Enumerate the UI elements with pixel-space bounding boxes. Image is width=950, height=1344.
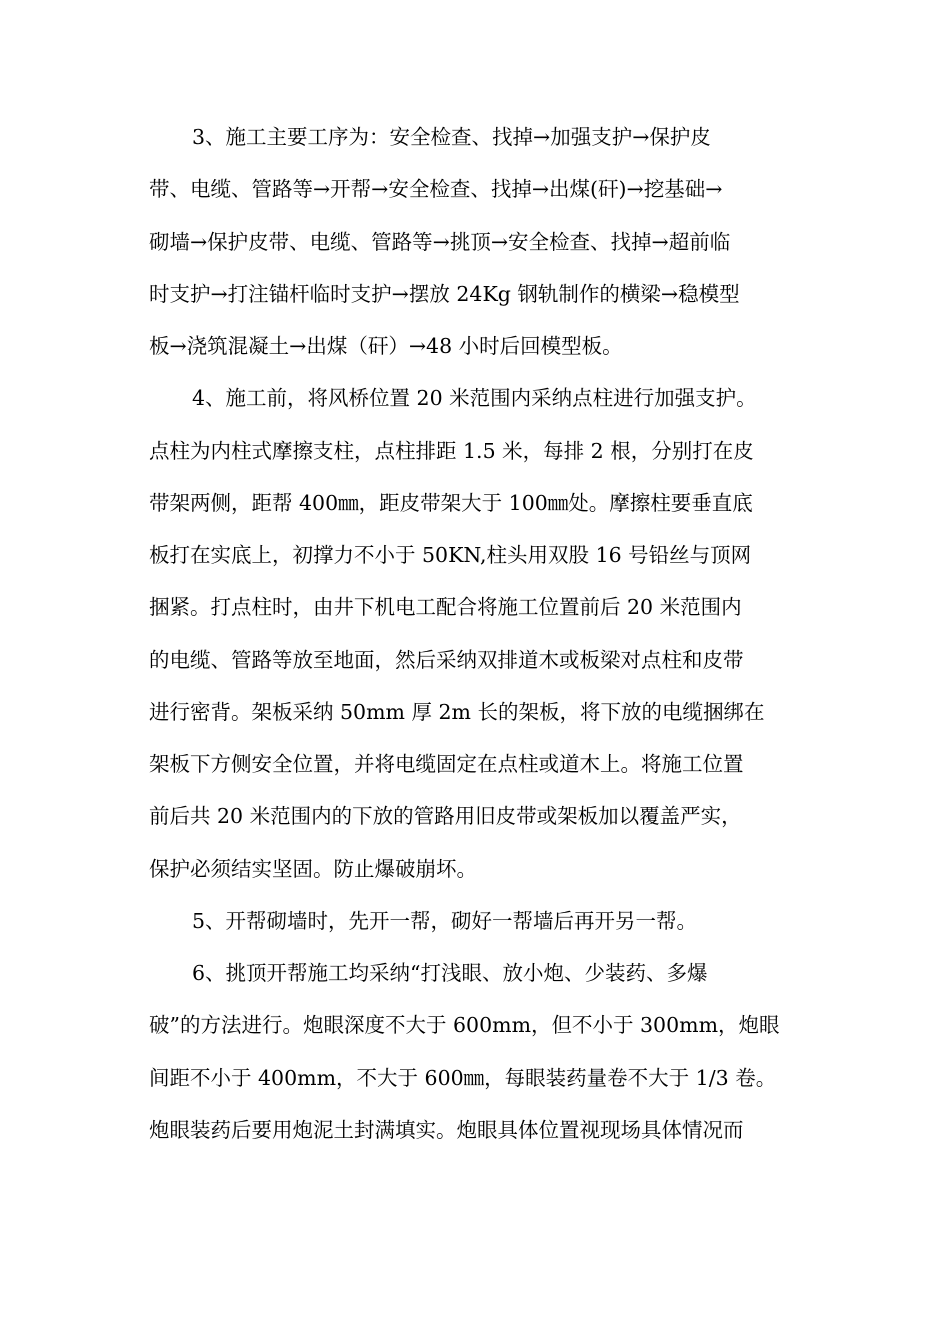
- paragraph-3-line-3: 砌墙→保护皮带、电缆、管路等→挑顶→安全检查、找掉→超前临: [149, 229, 731, 254]
- paragraph-6-line-3: 间距不小于 400mm，不大于 600㎜，每眼装药量卷不大于 1/3 卷。: [149, 1065, 777, 1090]
- paragraph-4-line-10: 保护必须结实坚固。防止爆破崩坏。: [149, 856, 477, 881]
- paragraph-4-line-2: 点柱为内柱式摩擦支柱，点柱排距 1.5 米，每排 2 根，分别打在皮: [149, 438, 754, 463]
- paragraph-5-line-1: 5、开帮砌墙时，先开一帮，砌好一帮墙后再开另一帮。: [192, 908, 698, 933]
- paragraph-6-line-2: 破”的方法进行。炮眼深度不大于 600mm，但不小于 300mm，炮眼: [149, 1013, 780, 1038]
- body-text: [149, 119, 799, 1164]
- paragraph-4-line-6: 的电缆、管路等放至地面，然后采纳双排道木或板梁对点柱和皮带: [149, 647, 744, 672]
- paragraph-4-line-5: 捆紧。打点柱时，由井下机电工配合将施工位置前后 20 米范围内: [149, 595, 742, 620]
- paragraph-3-line-1: 3、施工主要工序为：安全检查、找掉→加强支护→保护皮: [192, 125, 711, 149]
- paragraph-4-line-9: 前后共 20 米范围内的下放的管路用旧皮带或架板加以覆盖严实，: [149, 804, 742, 829]
- paragraph-4-line-7: 进行密背。架板采纳 50mm 厚 2m 长的架板，将下放的电缆捆绑在: [149, 699, 765, 724]
- paragraph-3-line-2: 带、电缆、管路等→开帮→安全检查、找掉→出煤(矸)→挖基础→: [149, 177, 723, 202]
- paragraph-3-line-5: 板→浇筑混凝土→出煤（矸）→48 小时后回模型板。: [149, 334, 623, 358]
- paragraph-4-line-1: 4、施工前，将风桥位置 20 米范围内采纳点柱进行加强支护。: [192, 386, 757, 411]
- paragraph-3-line-4: 时支护→打注锚杆临时支护→摆放 24Kg 钢轨制作的横梁→稳模型: [149, 281, 740, 306]
- paragraph-6-line-1: 6、挑顶开帮施工均采纳“打浅眼、放小炮、少装药、多爆: [192, 961, 708, 985]
- paragraph-4-line-3: 带架两侧，距帮 400㎜，距皮带架大于 100㎜处。摩擦柱要垂直底: [149, 490, 753, 515]
- paragraph-4-line-4: 板打在实底上，初撑力不小于 50KN,柱头用双股 16 号铅丝与顶网: [149, 543, 752, 567]
- paragraph-6-line-4: 炮眼装药后要用炮泥土封满填实。炮眼具体位置视现场具体情况而: [149, 1117, 744, 1142]
- paragraph-4-line-8: 架板下方侧安全位置，并将电缆固定在点柱或道木上。将施工位置: [149, 752, 744, 776]
